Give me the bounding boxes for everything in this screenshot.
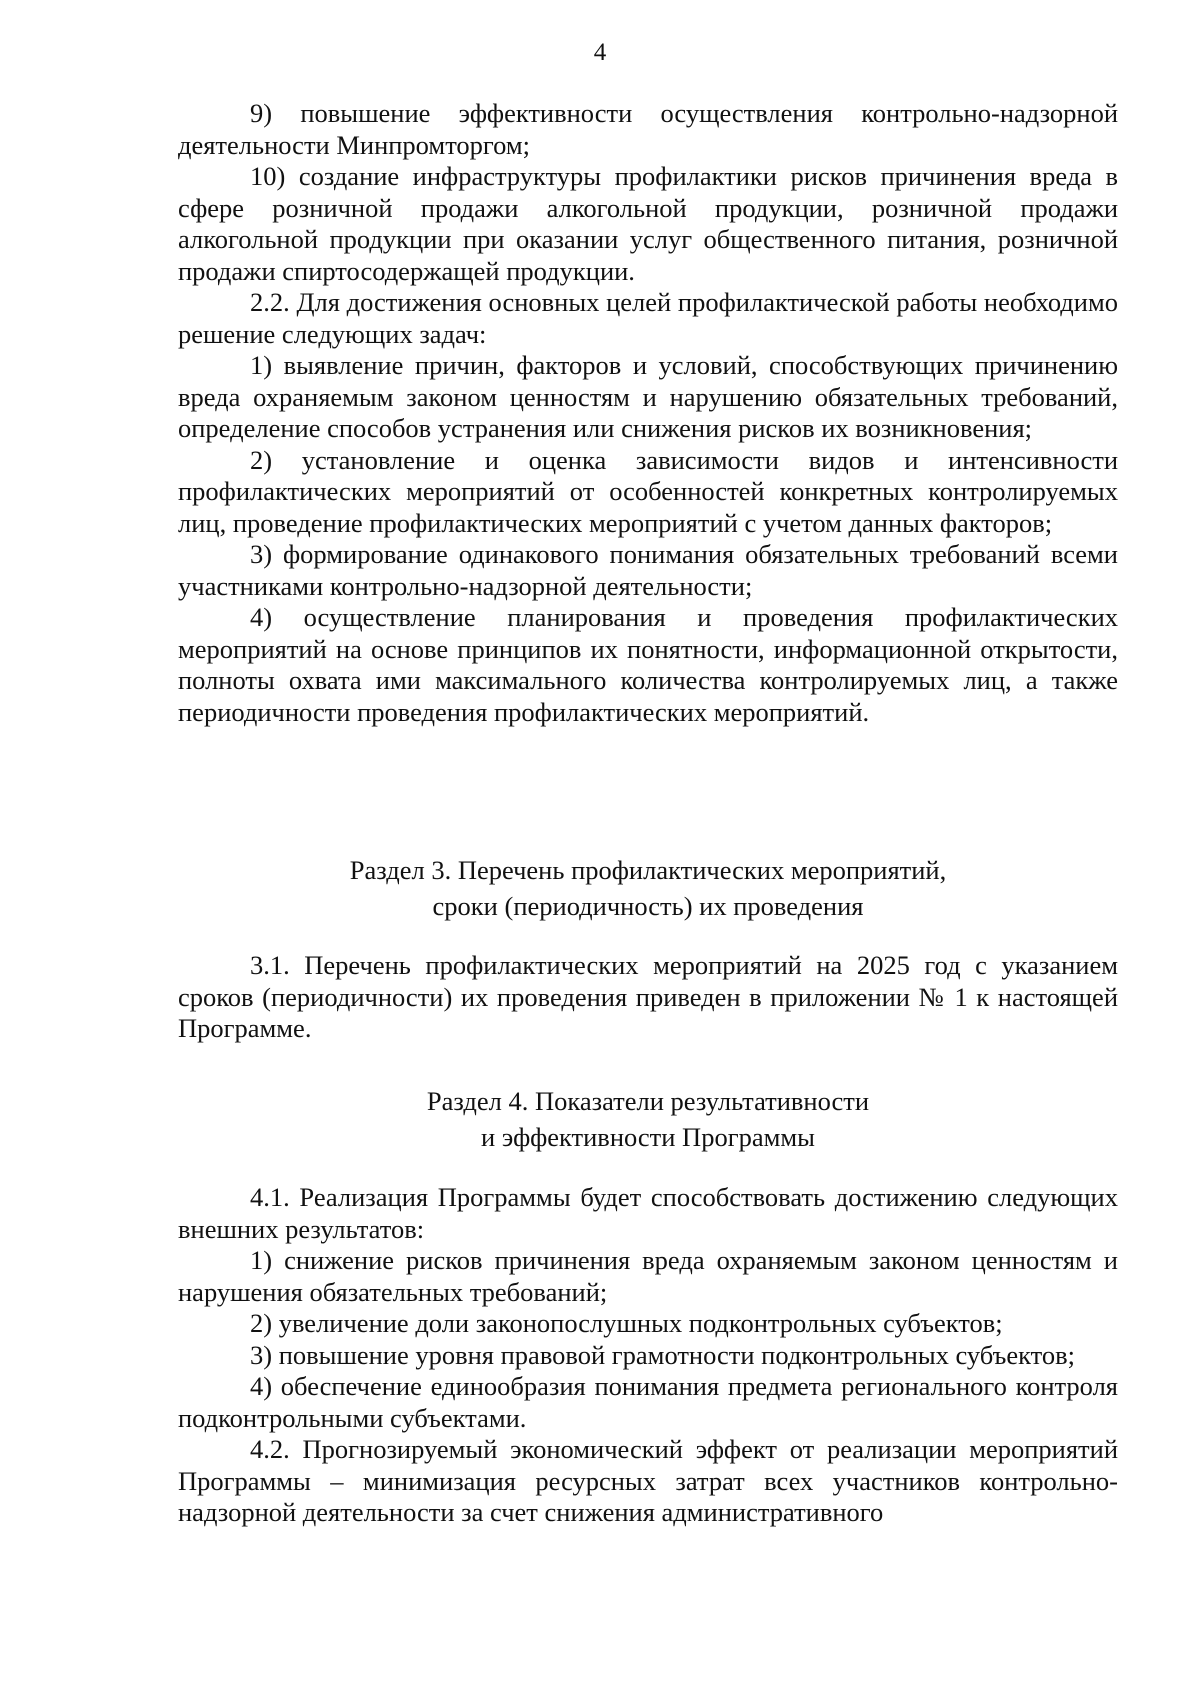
heading-line: Раздел 4. Показатели результативности	[426, 1086, 870, 1116]
section-4-text	[178, 1182, 1118, 1529]
section-4-heading	[178, 1083, 1118, 1155]
paragraph: 2) увеличение доли законопослушных подконтрольных субъектов;	[250, 1308, 1003, 1338]
paragraph: 9) повышение эффективности осуществления контрольно-надзорной деятельности Минпромторгом;	[178, 98, 1118, 160]
heading-line: Раздел 3. Перечень профилактических мероприятий,	[349, 855, 947, 885]
section-3-heading	[178, 852, 1118, 924]
heading-line: сроки (периодичность) их проведения	[432, 891, 864, 921]
paragraph: 10) создание инфраструктуры профилактики рисков причинения вреда в сфере розничной продажи алкогольной продукции, розничной продажи алкогольной продукции при оказании услуг общественного питания, розничной продажи спиртосодержащей продукции.	[178, 161, 1118, 286]
paragraph: 1) снижение рисков причинения вреда охраняемым законом ценностям и нарушения обязательных требований;	[178, 1245, 1118, 1307]
heading-line: и эффективности Программы	[481, 1122, 815, 1152]
paragraph: 1) выявление причин, факторов и условий, способствующих причинению вреда охраняемым законом ценностям и нарушению обязательных требований, определение способов устранения или снижения рисков их возникновения;	[178, 350, 1118, 443]
paragraph: 2.2. Для достижения основных целей профилактической работы необходимо решение следующих задач:	[178, 287, 1118, 349]
goals-and-tasks-block	[178, 98, 1118, 728]
paragraph: 4.2. Прогнозируемый экономический эффект от реализации мероприятий Программы – минимизация ресурсных затрат всех участников контрольно-надзорной деятельности за счет снижения административного	[178, 1434, 1118, 1527]
paragraph: 4) осуществление планирования и проведения профилактических мероприятий на основе принципов их понятности, информационной открытости, полноты охвата ими максимального количества контролируемых лиц, а также периодичности проведения профилактических мероприятий.	[178, 602, 1118, 727]
paragraph: 3.1. Перечень профилактических мероприятий на 2025 год с указанием сроков (периодичности) их проведения приведен в приложении № 1 к настоящей Программе.	[178, 950, 1118, 1043]
section-3-text	[178, 950, 1118, 1045]
paragraph: 3) повышение уровня правовой грамотности подконтрольных субъектов;	[250, 1339, 1075, 1370]
paragraph: 4.1. Реализация Программы будет способствовать достижению следующих внешних результатов:	[178, 1182, 1118, 1244]
page-number: 4	[593, 39, 607, 66]
paragraph: 2) установление и оценка зависимости видов и интенсивности профилактических мероприятий от особенностей конкретных контролируемых лиц, проведение профилактических мероприятий с учетом данных факторов;	[178, 444, 1118, 538]
paragraph: 4) обеспечение единообразия понимания предмета регионального контроля подконтрольными субъектами.	[178, 1371, 1118, 1433]
paragraph: 3) формирование одинакового понимания обязательных требований всеми участниками контрольно-надзорной деятельности;	[178, 539, 1118, 601]
